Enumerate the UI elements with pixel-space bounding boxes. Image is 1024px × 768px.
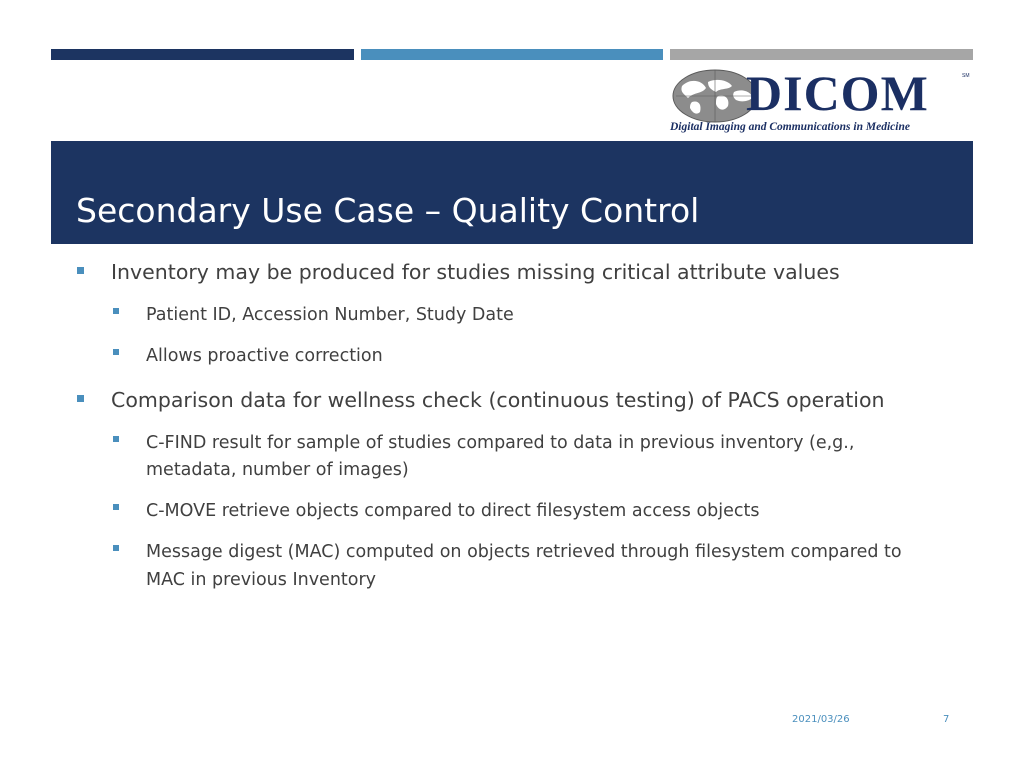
sub-bullet-text: metadata, number of images) (146, 460, 409, 480)
square-bullet-icon (77, 395, 84, 402)
sub-bullet-text: Patient ID, Accession Number, Study Date (146, 305, 514, 325)
bullet-text: Inventory may be produced for studies missing critical attribute values (111, 260, 840, 284)
page-number: 7 (943, 714, 950, 725)
logo-service-mark: SM (962, 73, 970, 79)
logo-tagline: Digital Imaging and Communications in Medicine (670, 121, 910, 133)
sub-bullet-text: MAC in previous Inventory (146, 570, 377, 590)
sub-bullet-text: Message digest (MAC) computed on objects retrieved through filesystem compared to (146, 542, 902, 562)
square-bullet-icon (77, 267, 84, 274)
square-bullet-icon (113, 504, 119, 510)
logo-wordmark: DICOM (746, 65, 929, 121)
sub-bullet-text: Allows proactive correction (146, 346, 383, 366)
sub-bullet-text: C-MOVE retrieve objects compared to direct filesystem access objects (146, 501, 760, 521)
square-bullet-icon (113, 436, 119, 442)
square-bullet-icon (113, 349, 119, 355)
slide-title: Secondary Use Case – Quality Control (76, 191, 700, 230)
sub-bullet-text: C-FIND result for sample of studies compared to data in previous inventory (e,g., (146, 433, 855, 453)
footer-date: 2021/03/26 (792, 714, 850, 725)
square-bullet-icon (113, 308, 119, 314)
square-bullet-icon (113, 545, 119, 551)
bullet-text: Comparison data for wellness check (continuous testing) of PACS operation (111, 388, 885, 412)
